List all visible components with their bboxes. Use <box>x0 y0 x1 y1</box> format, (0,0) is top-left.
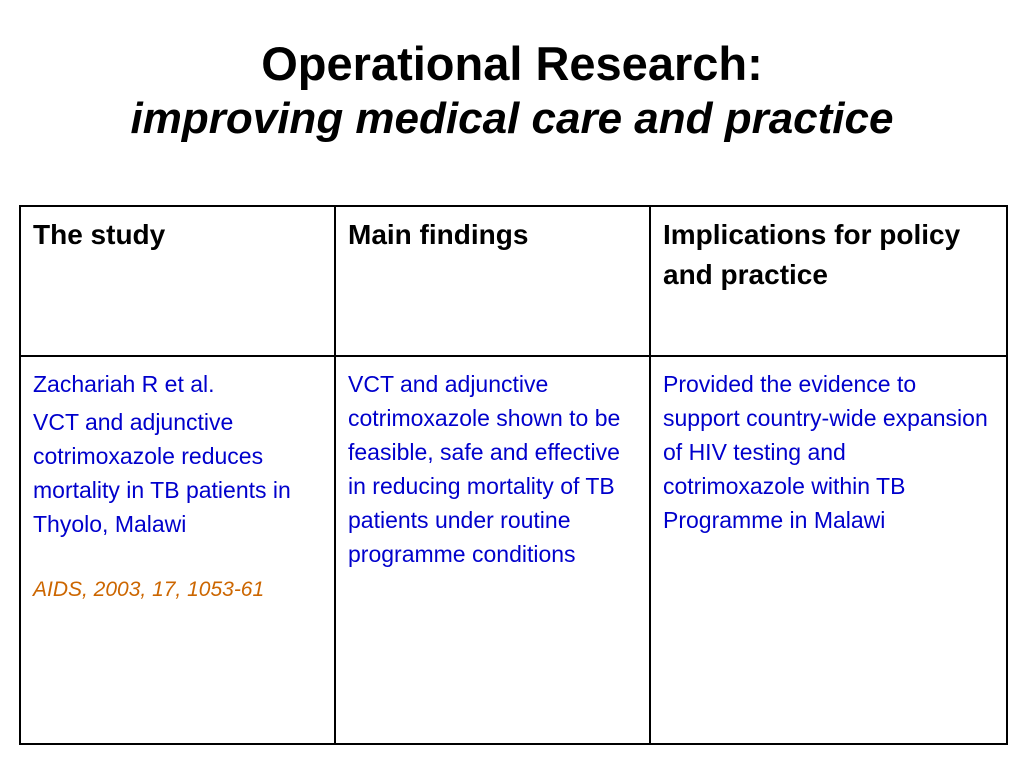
header-main-findings: Main findings <box>335 206 650 356</box>
header-study: The study <box>20 206 335 356</box>
table-header-row <box>20 206 1007 356</box>
slide-title <box>0 36 1024 146</box>
cell-study <box>20 356 335 744</box>
study-author: Zachariah R et al. <box>33 371 215 397</box>
title-main: Operational Research: <box>261 37 763 90</box>
title-subtitle: improving medical care and practice <box>130 94 894 143</box>
study-table <box>19 205 1008 745</box>
study-citation: AIDS, 2003, 17, 1053-61 <box>33 578 265 601</box>
header-implications: Implications for policy and practice <box>650 206 1007 356</box>
table-row <box>20 356 1007 744</box>
cell-main-findings: VCT and adjunctive cotrimoxazole shown to be feasible, safe and effective in reducing mortality of TB patients under routine programme conditions <box>335 356 650 744</box>
study-summary: VCT and adjunctive cotrimoxazole reduces mortality in TB patients in Thyolo, Malawi <box>33 409 291 537</box>
cell-implications: Provided the evidence to support country-wide expansion of HIV testing and cotrimoxazole within TB Programme in Malawi <box>650 356 1007 744</box>
